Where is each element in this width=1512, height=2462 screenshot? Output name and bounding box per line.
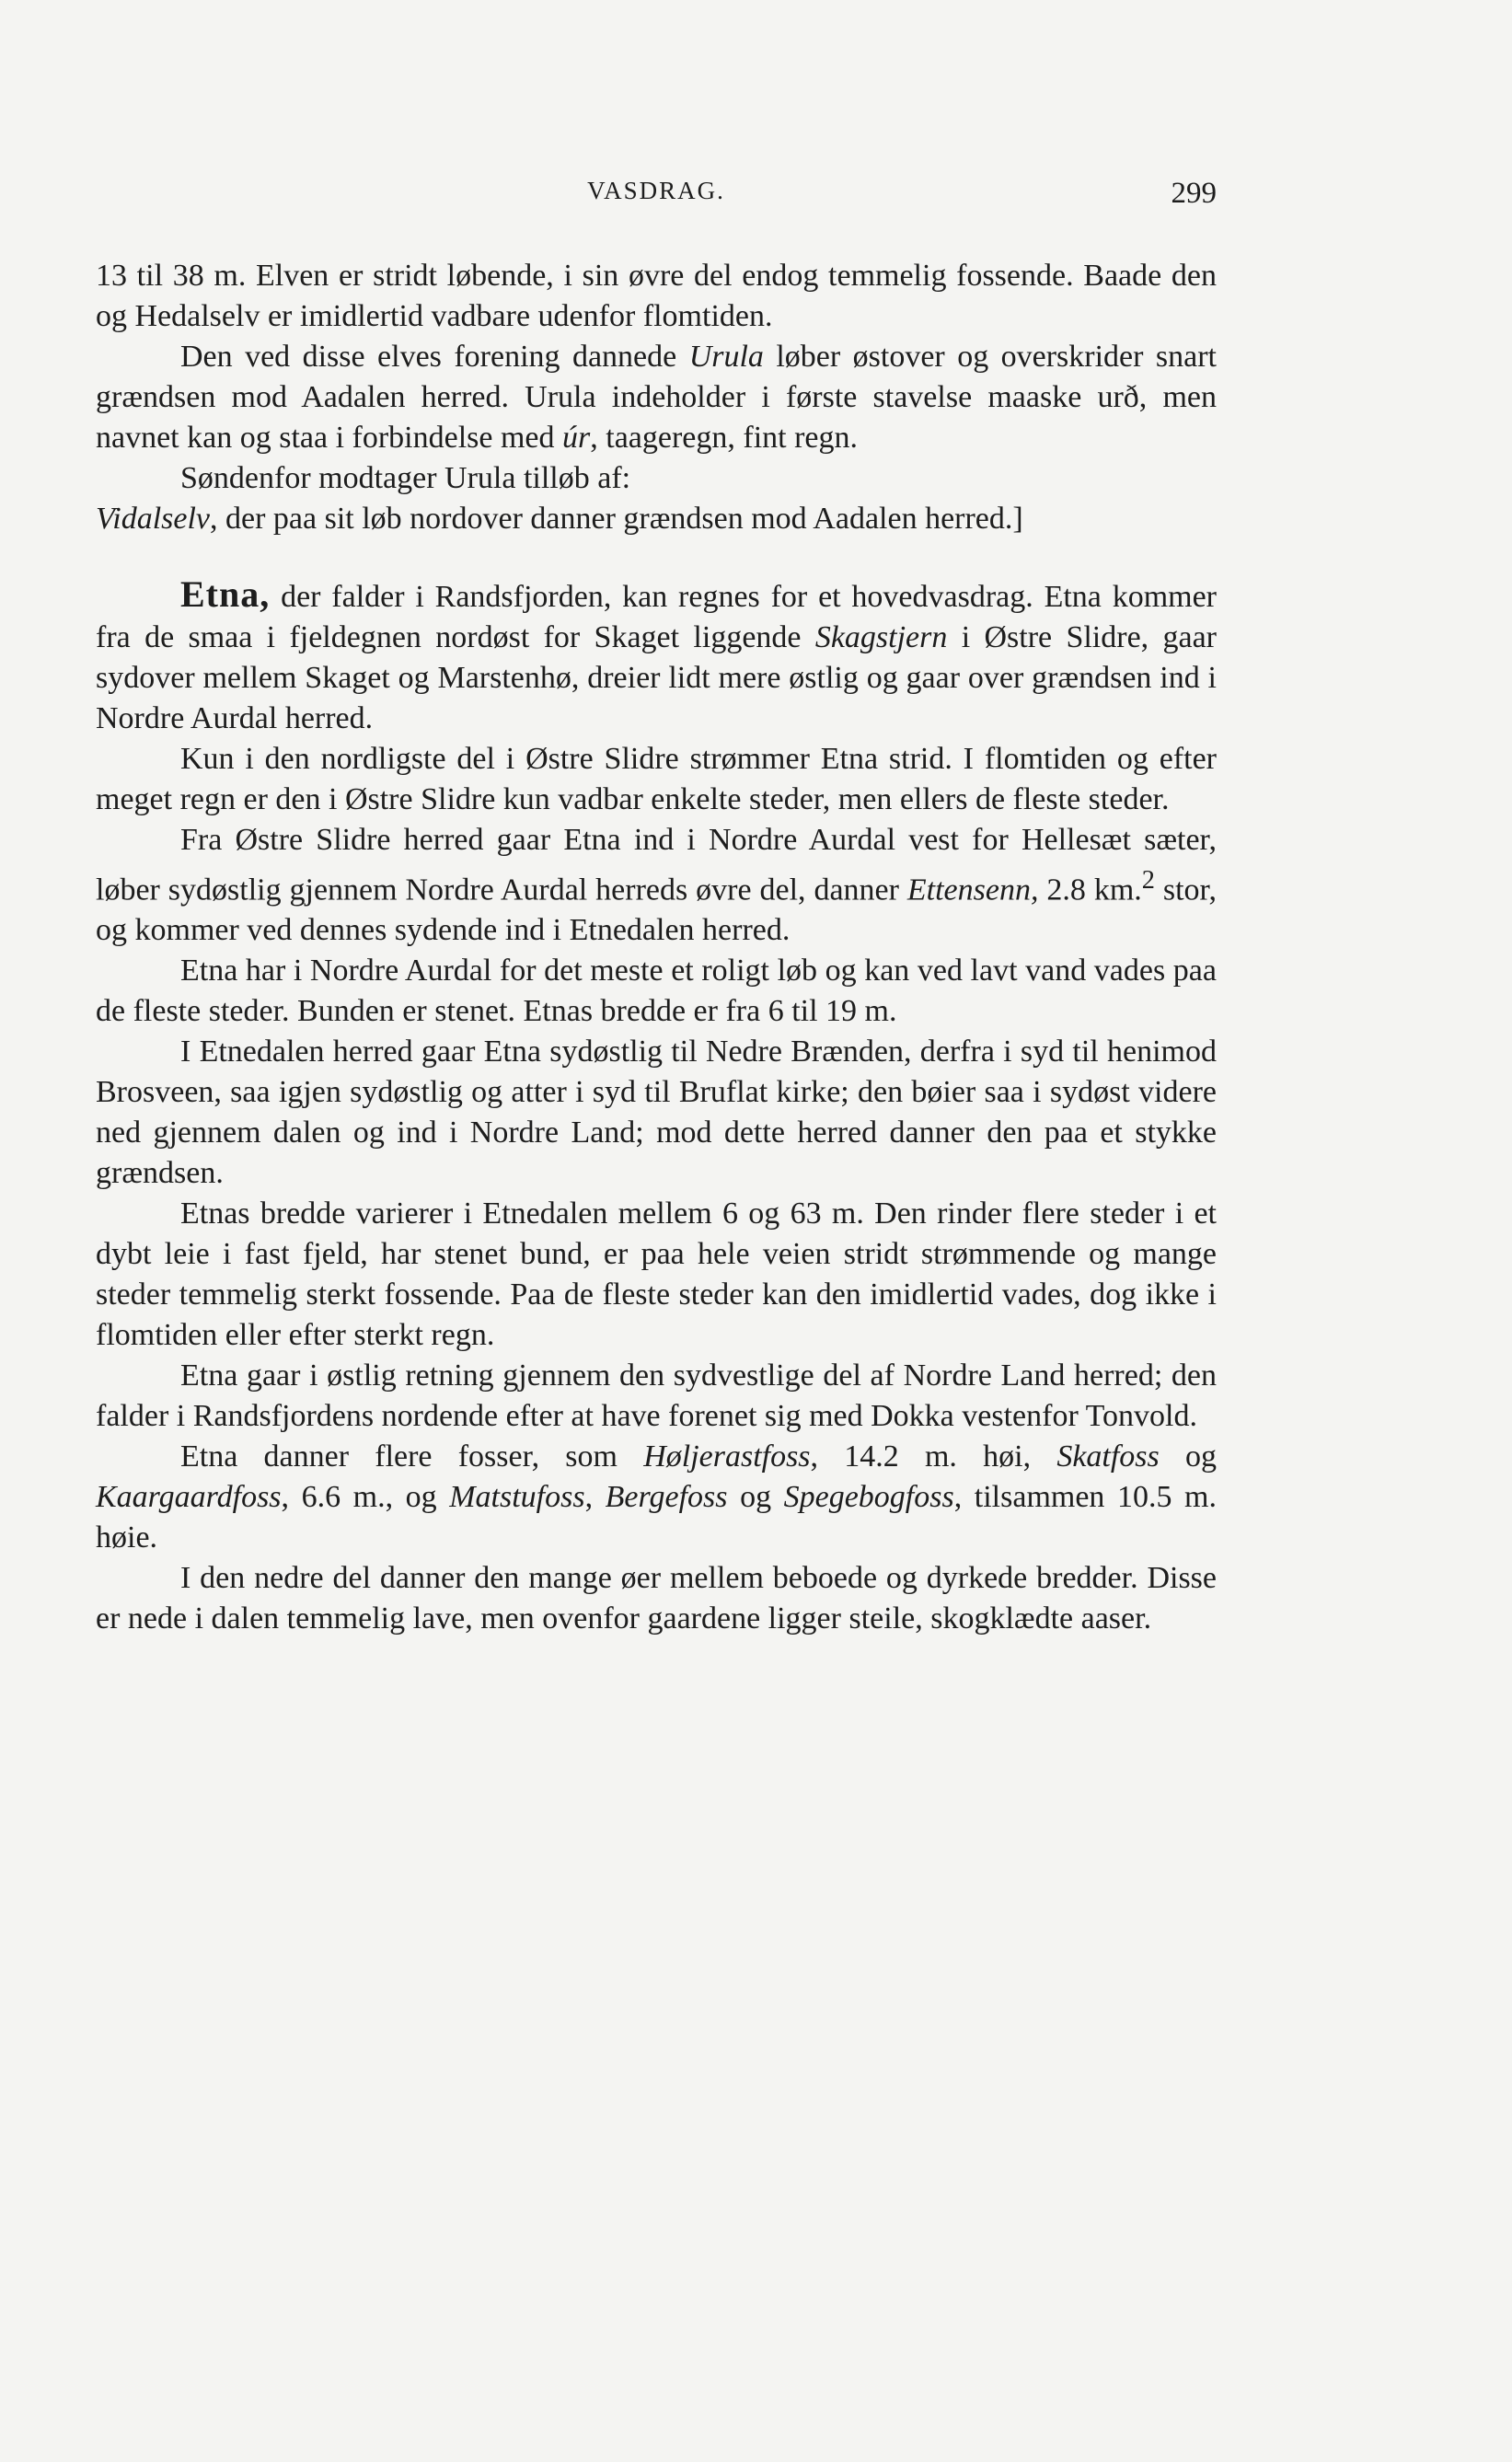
paragraph-text: og	[1159, 1439, 1217, 1474]
paragraph-text: stor, og kommer ved dennes sydende ind i Etnedalen herred.	[96, 873, 1217, 948]
paragraph-text: , 14.2 m. høi,	[810, 1439, 1057, 1474]
place-name: Skatfoss	[1056, 1439, 1160, 1474]
paragraph-text: og	[727, 1480, 784, 1515]
page-header	[96, 177, 1217, 217]
place-name: Bergefoss	[605, 1480, 728, 1515]
paragraph-urula-intro	[96, 256, 1217, 337]
place-name: Vidalselv	[96, 502, 210, 536]
paragraph-text: Etnas bredde varierer i Etnedalen mellem 6 og 63 m. Den rinder flere steder i et dybt leie i fast fjeld, har stenet bund, er paa hele veien stridt strømmende og mange steder temmelig sterkt fossende. Paa de fleste steder kan den imidlertid vades, dog ikke i flomtiden eller efter sterkt regn.	[96, 1196, 1217, 1353]
paragraph-text: Etna gaar i østlig retning gjennem den sydvestlige del af Nordre Land herred; den falder i Randsfjordens nordende efter at have forenet sig med Dokka vestenfor Tonvold.	[96, 1358, 1217, 1434]
paragraph-text: , tilsammen 10.5 m. høie.	[96, 1480, 1217, 1555]
paragraph-etna-etnedalen	[96, 1032, 1217, 1194]
section-heading: Etna,	[180, 573, 271, 615]
paragraph-text: ,	[584, 1480, 606, 1515]
place-name: Skagstjern	[814, 620, 948, 654]
place-name: Ettensenn,	[906, 873, 1039, 907]
paragraph-text: , 6.6 m., og	[281, 1480, 450, 1515]
paragraph-text: I Etnedalen herred gaar Etna sydøstlig til Nedre Brænden, derfra i syd til henimod Brosveen, saa igjen sydøstlig og atter i syd til Bruflat kirke; den bøier saa i sydøst videre ned gjennem dalen og ind i Nordre Land; mod dette herred danner den paa et stykke grændsen.	[96, 1035, 1217, 1191]
paragraph-urula-course	[96, 337, 1217, 458]
paragraph-etna-lower	[96, 1558, 1217, 1639]
place-name: Urula	[688, 340, 764, 374]
paragraph-text: Søndenfor modtager Urula tilløb af:	[180, 461, 631, 495]
place-name: Spegebogfoss	[783, 1480, 954, 1515]
paragraph-etna-etnedalen-width	[96, 1194, 1217, 1356]
running-title: VASDRAG.	[587, 177, 725, 204]
paragraph-text: Den ved disse elves forening dannede	[180, 340, 689, 374]
place-name: Kaargaardfoss	[96, 1480, 282, 1515]
page-number: 299	[1171, 177, 1217, 210]
paragraph-etna-waterfalls	[96, 1437, 1217, 1558]
word-term: úr	[562, 421, 591, 455]
paragraph-etna-width	[96, 951, 1217, 1032]
paragraph-text: 13 til 38 m. Elven er stridt løbende, i sin øvre del endog temmelig fossende. Baade den og Hedalselv er imidlertid vadbare udenfor flomtiden.	[96, 259, 1217, 333]
place-name: Høljerastfoss	[643, 1439, 811, 1474]
paragraph-text: , der paa sit løb nordover danner grændsen mod Aadalen herred.]	[210, 502, 1023, 536]
paragraph-etna-nordre-aurdal	[96, 820, 1217, 951]
paragraph-text: Etna danner flere fosser, som	[180, 1439, 644, 1474]
paragraph-text: I den nedre del danner den mange øer mellem beboede og dyrkede bredder. Disse er nede i dalen temmelig lave, men ovenfor gaardene ligger steile, skogklædte aaser.	[96, 1561, 1217, 1636]
paragraph-text: løber østover og overskrider snart grændsen mod Aadalen herred. Urula indeholder i første stavelse maaske urð, men navnet kan og staa i forbindelse med	[96, 340, 1217, 455]
paragraph-text: Kun i den nordligste del i Østre Slidre strømmer Etna strid. I flomtiden og efter meget regn er den i Østre Slidre kun vadbar enkelte steder, men ellers de fleste steder.	[96, 742, 1217, 816]
superscript: 2	[1141, 866, 1155, 895]
paragraph-text: der falder i Randsfjorden, kan regnes for et hovedvasdrag. Etna kommer fra de smaa i fjeldegnen nordøst for Skaget liggende	[96, 580, 1217, 654]
paragraph-text: , taageregn, fint regn.	[590, 421, 859, 455]
body-text	[96, 256, 1217, 1639]
paragraph-etna-intro	[96, 574, 1217, 739]
paragraph-etna-nordre-land	[96, 1356, 1217, 1437]
paragraph-text: Fra Østre Slidre herred gaar Etna ind i Nordre Aurdal vest for Hellesæt sæter, løber sydøstlig gjennem Nordre Aurdal herreds øvre del, danner	[96, 823, 1217, 907]
paragraph-text: 2.8 km.	[1038, 873, 1142, 907]
paragraph-etna-ostre-slidre	[96, 739, 1217, 820]
paragraph-text: Etna har i Nordre Aurdal for det meste et roligt løb og kan ved lavt vand vades paa de fleste steder. Bunden er stenet. Etnas bredde er fra 6 til 19 m.	[96, 954, 1217, 1029]
paragraph-urula-tributaries	[96, 458, 1217, 499]
place-name: Matstufoss	[449, 1480, 585, 1515]
paragraph-text: i Østre Slidre, gaar sydover mellem Skaget og Marstenhø, dreier lidt mere østlig og gaar over grændsen ind i Nordre Aurdal herred.	[96, 620, 1217, 735]
paragraph-vidalselv	[96, 499, 1217, 539]
